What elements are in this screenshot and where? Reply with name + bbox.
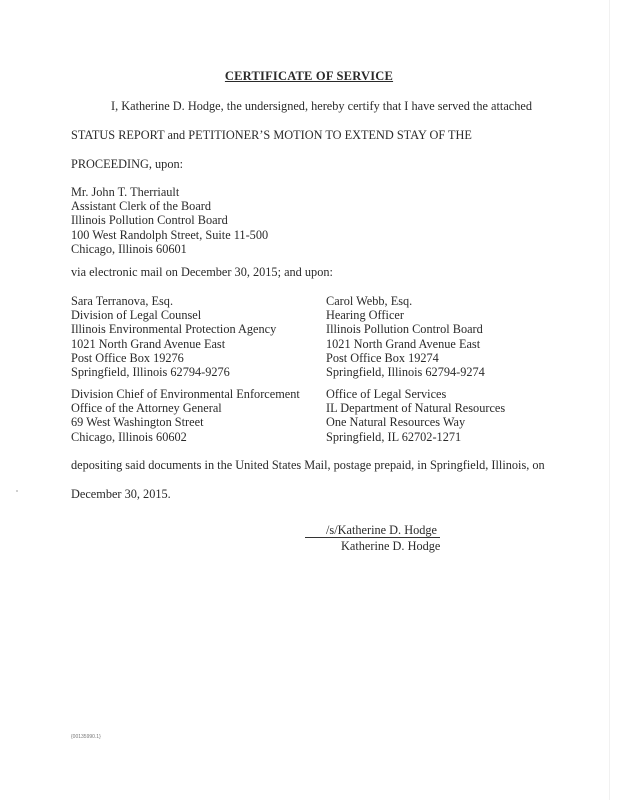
signature-line [305, 537, 440, 538]
address-line: Office of the Attorney General [71, 401, 222, 416]
intro-paragraph: I, Katherine D. Hodge, the undersigned, hereby certify that I have served the attached [111, 99, 532, 113]
address-line: 69 West Washington Street [71, 415, 204, 430]
address-line: Springfield, IL 62702-1271 [326, 429, 462, 444]
service-date: December 30, 2015. [71, 487, 171, 501]
address-line: Sara Terranova, Esq. [71, 294, 174, 308]
electronic-signature: /s/Katherine D. Hodge [326, 523, 437, 537]
address-line: Springfield, Illinois 62794-9274 [326, 365, 485, 380]
address-line: Chicago, Illinois 60601 [71, 241, 187, 256]
address-line: Office of Legal Services [326, 387, 447, 401]
address-line: 1021 North Grand Avenue East [326, 336, 481, 351]
recipient-hearing-officer-address [326, 294, 485, 379]
address-line: Division of Legal Counsel [71, 308, 202, 323]
scan-edge-shadow [609, 0, 610, 800]
recipient-clerk-address [71, 185, 268, 256]
address-line: Carol Webb, Esq. [326, 294, 413, 308]
address-line: Illinois Environmental Protection Agency [71, 322, 277, 337]
address-line: Chicago, Illinois 60602 [71, 429, 187, 444]
address-line: IL Department of Natural Resources [326, 401, 506, 416]
address-line: Illinois Pollution Control Board [71, 213, 228, 228]
served-documents-line-1: STATUS REPORT and PETITIONER’S MOTION TO EXTEND STAY OF THE [71, 128, 472, 142]
address-line: 100 West Randolph Street, Suite 11-500 [71, 227, 269, 242]
document-title: CERTIFICATE OF SERVICE [224, 69, 394, 83]
address-line: Springfield, Illinois 62794-9276 [71, 365, 230, 380]
address-line: Assistant Clerk of the Board [71, 199, 212, 214]
address-line: Illinois Pollution Control Board [326, 322, 483, 337]
address-line: Post Office Box 19276 [71, 350, 184, 365]
recipient-attorney-general-address [71, 387, 300, 444]
address-line: Hearing Officer [326, 308, 404, 323]
service-method-line: via electronic mail on December 30, 2015; and upon: [71, 265, 333, 279]
address-line: One Natural Resources Way [326, 415, 466, 430]
address-line: Post Office Box 19274 [326, 350, 439, 365]
address-line: Mr. John T. Therriault [71, 185, 180, 199]
scan-speck [16, 490, 18, 492]
signer-printed-name: Katherine D. Hodge [341, 539, 441, 553]
depositing-statement: depositing said documents in the United States Mail, postage prepaid, in Springfield, Illinois, on [71, 458, 545, 472]
recipient-epa-address [71, 294, 276, 379]
served-documents-line-2: PROCEEDING, upon: [71, 157, 184, 171]
recipient-legal-services-address [326, 387, 505, 444]
address-line: 1021 North Grand Avenue East [71, 336, 226, 351]
document-id-footer: {00135990.1} [71, 734, 101, 740]
address-line: Division Chief of Environmental Enforcement [71, 387, 300, 401]
